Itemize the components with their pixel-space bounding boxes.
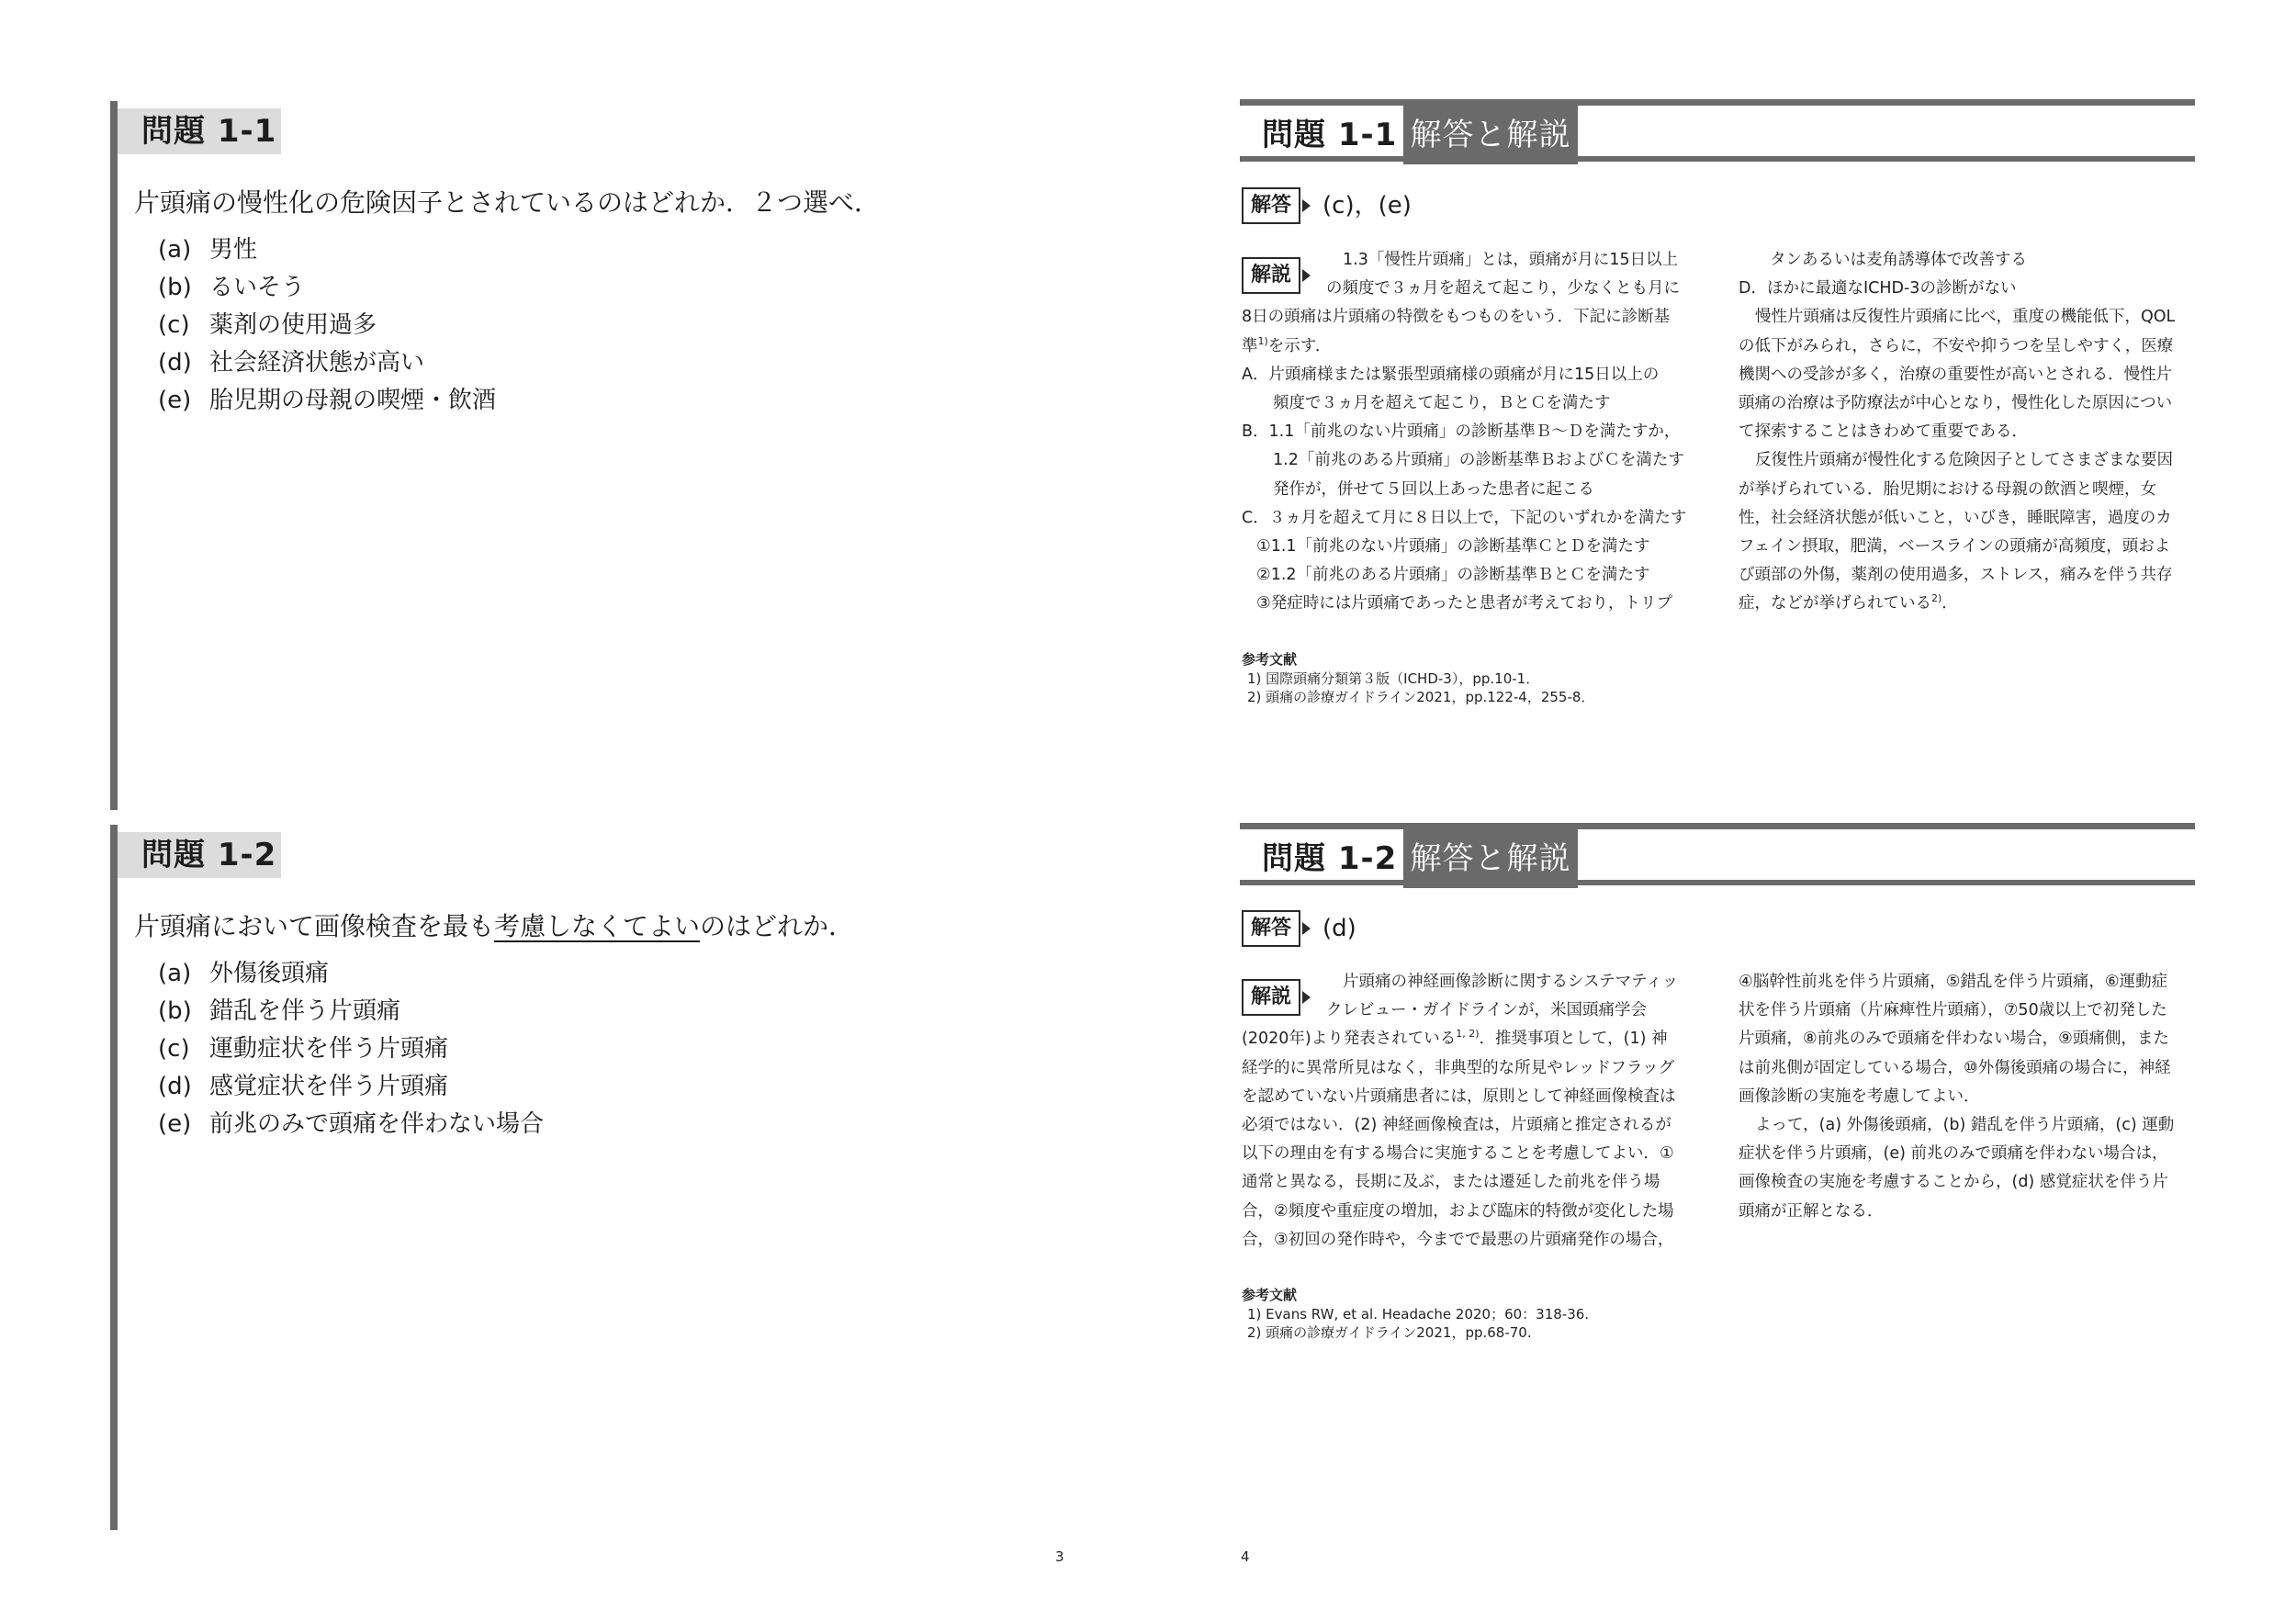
page-number-left: 3 (1055, 1548, 1064, 1565)
question-1-1-text: 片頭痛の慢性化の危険因子とされているのはどれか．２つ選べ． (134, 187, 881, 218)
option-d: (d) 社会経済状態が高い (158, 349, 425, 377)
option-b: (b) 錯乱を伴う片頭痛 (158, 997, 401, 1025)
question-1-1-options (158, 231, 496, 420)
answer-tag-1-2: 解答 (1242, 910, 1300, 947)
option-c: (c) 運動症状を伴う片頭痛 (158, 1035, 449, 1063)
question-1-2-options (158, 955, 544, 1143)
answer-1-2-column-2: ④脳幹性前兆を伴う片頭痛，⑤錯乱を伴う片頭痛，⑥運動症 状を伴う片頭痛（片麻痺性片頭痛），⑦50歳以上で初発した 片頭痛，⑧前兆のみで頭痛を伴わない場合，⑨頭痛側，また は前兆側が固定している場合，⑩外傷後頭痛の場合に，神経 画像診断の実施を考慮してよい． よって，(a) 外傷後頭痛，(b) 錯乱を伴う片頭痛，(c) 運動 症状を伴う片頭痛，(e) 前兆のみで頭痛を伴わない場合は， 画像検査の実施を考慮することから，(d) 感覚症状を伴う片 頭痛が正解となる． (1739, 973, 2175, 1221)
answer-1-1-column-2: タンあるいは麦角誘導体で改善する D．ほかに最適なICHD-3の診断がない 慢性片頭痛は反復性片頭痛に比べ，重度の機能低下，QOL の低下がみられ，さらに，不安や抑うつを呈しやすく，医療 機関への受診が多く，治療の重要性が高いとされる．慢性片 頭痛の治療は予防療法が中心となり，慢性化した原因につい て探索することはきわめて重要である． 反復性片頭痛が慢性化する危険因子としてさまざまな要因 が挙げられている．胎児期における母親の飲酒と喫煙，女 性，社会経済状態が低いこと，いびき，睡眠障害，過度のカ フェイン摂取，肥満，ベースラインの頭痛が高頻度，頭およ び頭部の外傷，薬剤の使用過多，ストレス，痛みを伴う共存 症，などが挙げられている$^{2)}$． (1739, 251, 2176, 614)
option-c: (c) 薬剤の使用過多 (158, 311, 377, 339)
answer-1-2-column-1: 片頭痛の神経画像診断に関するシステマティッ クレビュー・ガイドラインが，米国頭痛学会 (2020年)より発表されている$^{1, 2)}$．推奨事項として，(1) 神 経学的に異常所見はなく，非典型的な所見やレッドフラッグ を認めていない片頭痛患者には，原則として神経画像検査は 必須ではない．(2) 神経画像検査は，片頭痛と推定されるが 以下の理由を有する場合に実施することを考慮してよい．① 通常と異なる，長期に及ぶ，または遷延した前兆を伴う場 合，②頻度や重症度の増加，および臨床的特徴が変化した場 合，③初回の発作時や，今までで最悪の片頭痛発作の場合， (1242, 973, 1679, 1249)
tag-arrow-icon (1302, 922, 1311, 935)
answer-1-1-column-1: 1.3「慢性片頭痛」とは，頭痛が月に15日以上 の頻度で３ヵ月を超えて起こり，少なくとも月に 8日の頭痛は片頭痛の特徴をもつものをいう．下記に診断基 準$^{1)}$を示す． A．片頭痛様または緊張型頭痛様の頭痛が月に15日以上の 頻度で３ヵ月を超えて起こり，ＢとＣを満たす B．1.1「前兆のない片頭痛」の診断基準Ｂ～Ｄを満たすか， 1.2「前兆のある片頭痛」の診断基準ＢおよびＣを満たす 発作が，併せて５回以上あった患者に起こる C．３ヵ月を超えて月に８日以上で，下記のいずれかを満たす ①1.1「前兆のない片頭痛」の診断基準ＣとＤを満たす ②1.2「前兆のある片頭痛」の診断基準ＢとＣを満たす ③発症時には片頭痛であったと患者が考えており，トリプ (1242, 251, 1687, 614)
option-e: (e) 胎児期の母親の喫煙・飲酒 (158, 387, 497, 414)
answer-1-2-references: 参考文献 1) Evans RW, et al. Headache 2020；60：318-36. 2) 頭痛の診療ガイドライン2021，pp.68-70. (1242, 1287, 1590, 1341)
option-e: (e) 前兆のみで頭痛を伴わない場合 (158, 1110, 545, 1138)
option-a: (a) 男性 (158, 236, 258, 264)
explanation-tag-1-2: 解説 (1242, 979, 1300, 1016)
underlined-phrase: 考慮しなくてよい (494, 911, 701, 941)
answer-tag-1-1: 解答 (1242, 187, 1300, 224)
answer-1-2-bottom-rule (1240, 880, 2195, 885)
tag-arrow-icon (1302, 199, 1311, 212)
option-d: (d) 感覚症状を伴う片頭痛 (158, 1073, 449, 1100)
answer-1-1-top-rule (1240, 99, 2195, 106)
question-1-2-heading: 問題 1-2 (118, 832, 281, 878)
explanation-tag-1-1: 解説 (1242, 257, 1300, 294)
page-number-right: 4 (1241, 1548, 1250, 1565)
option-a: (a) 外傷後頭痛 (158, 960, 330, 987)
answer-1-2-value: (d) (1322, 915, 1356, 942)
question-1-2-text: 片頭痛において画像検査を最も考慮しなくてよいのはどれか． (134, 911, 855, 941)
answer-1-1-heading-subtitle: 解答と解説 (1403, 106, 1578, 164)
answer-1-2-top-rule (1240, 823, 2195, 829)
question-1-1-side-bar (110, 101, 118, 810)
answer-1-1-bottom-rule (1240, 156, 2195, 162)
answer-1-1-value: (c)，(e) (1322, 192, 1412, 220)
option-b: (b) るいそう (158, 274, 306, 301)
question-1-2-side-bar (110, 825, 118, 1530)
answer-1-2-heading-subtitle: 解答と解説 (1403, 829, 1578, 888)
answer-1-2-heading-number: 問題 1-2 (1262, 840, 1398, 877)
answer-1-1-references: 参考文献 1) 国際頭痛分類第３版（ICHD-3），pp.10-1． 2) 頭痛の診療ガイドライン2021，pp.122-4，255-8． (1242, 651, 1595, 705)
question-1-1-heading: 問題 1-1 (118, 108, 281, 154)
answer-1-1-heading-number: 問題 1-1 (1262, 117, 1398, 153)
